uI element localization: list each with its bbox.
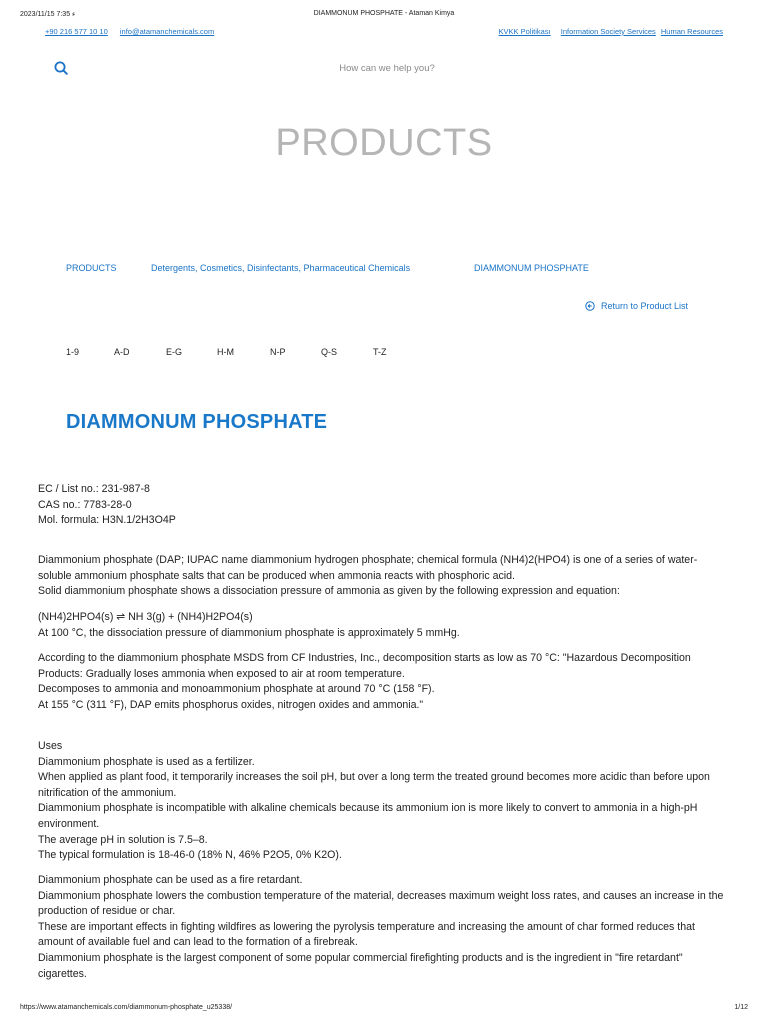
product-identifiers bbox=[38, 482, 728, 529]
breadcrumb-item-category[interactable]: Detergents, Cosmetics, Disinfectants, Pharmaceutical Chemicals bbox=[151, 263, 411, 273]
alpha-tab-t-z[interactable]: T-Z bbox=[373, 347, 387, 357]
search-icon[interactable] bbox=[54, 61, 68, 75]
arrow-circle-left-icon bbox=[585, 301, 595, 311]
print-url: https://www.atamanchemicals.com/diammonum-phosphate_u25338/ bbox=[20, 1004, 233, 1011]
body-paragraph: At 155 °C (311 °F), DAP emits phosphorus oxides, nitrogen oxides and ammonia." bbox=[38, 698, 424, 711]
body-paragraph: Diammonium phosphate is used as a fertilizer. bbox=[38, 755, 255, 768]
ec-number: EC / List no.: 231-987-8 bbox=[38, 483, 150, 495]
body-paragraph: The average pH in solution is 7.5–8. bbox=[38, 833, 208, 846]
top-contact-bar bbox=[45, 27, 723, 39]
return-to-product-list-link[interactable] bbox=[585, 301, 688, 311]
body-paragraph: Diammonium phosphate (DAP; IUPAC name diammonium hydrogen phosphate; chemical formula (NH4)2(HPO4) is one of a series of water-soluble ammonium phosphate salts that can be produced when ammonia reacts with phosphoric acid. bbox=[38, 554, 698, 582]
body-paragraph: When applied as plant food, it temporarily increases the soil pH, but over a long term the treated ground becomes more acidic than before upon nitrification of the ammonium. bbox=[38, 771, 710, 799]
dissociation-block bbox=[38, 610, 728, 641]
return-link-label: Return to Product List bbox=[601, 301, 689, 311]
body-paragraph: At 100 °C, the dissociation pressure of diammonium phosphate is approximately 5 mmHg. bbox=[38, 626, 460, 639]
page-hero-title: PRODUCTS bbox=[275, 122, 493, 164]
fire-retardant-block bbox=[38, 873, 728, 982]
print-footer bbox=[20, 1004, 748, 1016]
alpha-tab-h-m[interactable]: H-M bbox=[217, 347, 234, 357]
molecular-formula: Mol. formula: H3N.1/2H3O4P bbox=[38, 514, 176, 527]
body-paragraph: Diammonium phosphate is the largest component of some popular commercial firefighting products and is the ingredient in "fire retardant" cigarettes. bbox=[38, 951, 683, 980]
alpha-tab-1-9[interactable]: 1-9 bbox=[66, 347, 80, 357]
body-paragraph: According to the diammonium phosphate MSDS from CF Industries, Inc., decomposition starts as low as 70 °C: "Hazardous Decomposition Products: Gradually loses ammonia when exposed to air at room temperature. bbox=[38, 652, 691, 680]
body-paragraph: Decomposes to ammonia and monoammonium phosphate at around 70 °C (158 °F). bbox=[38, 683, 435, 696]
kvkk-link[interactable]: KVKK Politikası bbox=[498, 27, 551, 36]
product-title: DIAMMONUM PHOSPHATE bbox=[66, 411, 328, 433]
alpha-tab-q-s[interactable]: Q-S bbox=[321, 347, 338, 357]
msds-block bbox=[38, 651, 728, 713]
body-paragraph: Diammonium phosphate can be used as a fire retardant. bbox=[38, 874, 303, 886]
cas-number: CAS no.: 7783-28-0 bbox=[38, 498, 132, 511]
alpha-tab-e-g[interactable]: E-G bbox=[166, 347, 183, 357]
alpha-tab-n-p[interactable]: N-P bbox=[270, 347, 286, 357]
print-doc-title: DIAMMONUM PHOSPHATE - Ataman Kimya bbox=[313, 10, 455, 17]
uses-heading: Uses bbox=[38, 740, 63, 752]
search-input[interactable] bbox=[230, 57, 544, 79]
phone-link[interactable]: +90 216 577 10 10 bbox=[45, 27, 108, 36]
alpha-tab-a-d[interactable]: A-D bbox=[114, 347, 130, 357]
breadcrumb-item-products[interactable]: PRODUCTS bbox=[66, 263, 117, 273]
body-paragraph: Solid diammonium phosphate shows a dissociation pressure of ammonia as given by the following expression and equation: bbox=[38, 585, 620, 598]
equation: (NH4)2HPO4(s) ⇌ NH 3(g) + (NH4)H2PO4(s) bbox=[38, 611, 253, 623]
body-paragraph: Diammonium phosphate lowers the combustion temperature of the material, decreases maximum weight loss rates, and causes an increase in the production of residue or char. bbox=[38, 889, 724, 918]
print-header bbox=[20, 10, 748, 22]
print-page-number: 1/12 bbox=[734, 1004, 748, 1011]
body-paragraph: Diammonium phosphate is incompatible with alkaline chemicals because its ammonium ion is more likely to convert to ammonia in a high-pH environment. bbox=[38, 802, 698, 830]
information-society-link[interactable]: Information Society Services bbox=[560, 27, 656, 36]
breadcrumb-item-current[interactable]: DIAMMONUM PHOSPHATE bbox=[474, 263, 589, 273]
uses-block bbox=[38, 739, 728, 864]
description-block bbox=[38, 553, 728, 600]
human-resources-link[interactable]: Human Resources bbox=[660, 27, 723, 36]
body-paragraph: The typical formulation is 18-46-0 (18% N, 46% P2O5, 0% K2O). bbox=[38, 849, 342, 862]
print-datetime: ء 7:35 2023/11/15 bbox=[20, 11, 76, 18]
email-link[interactable]: info@atamanchemicals.com bbox=[119, 27, 215, 36]
body-paragraph: These are important effects in fighting wildfires as lowering the pyrolysis temperature and increasing the amount of char formed reduces that amount of available fuel and can lead to the formation of a firebreak. bbox=[38, 920, 695, 949]
